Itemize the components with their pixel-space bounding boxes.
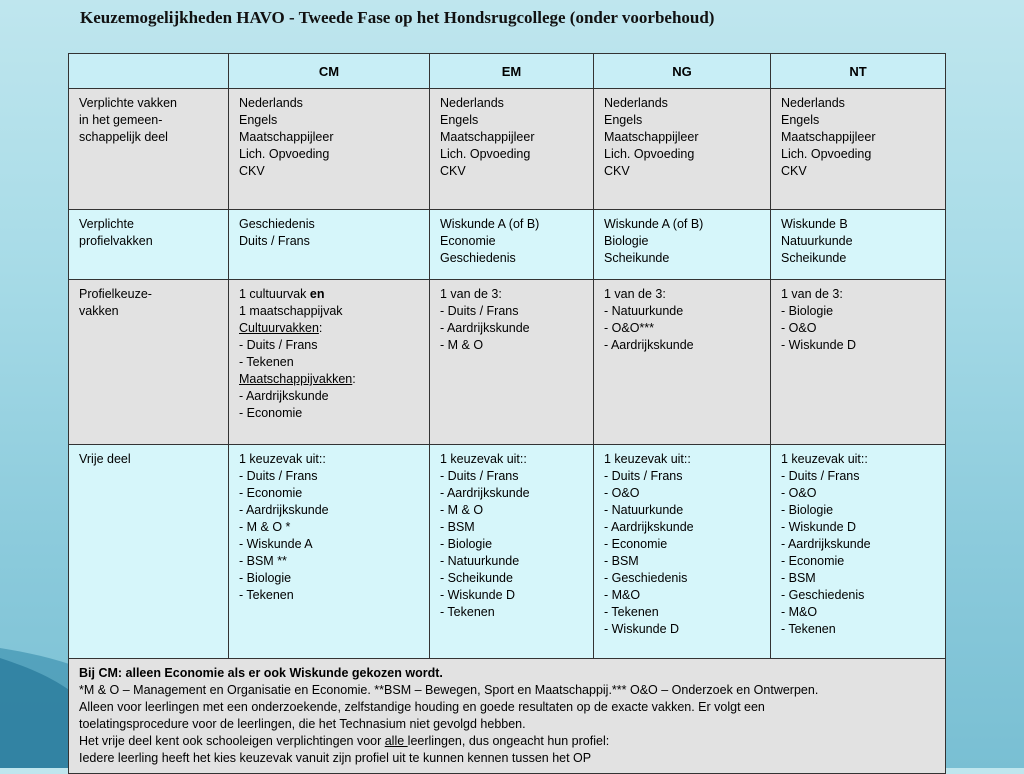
subject-line: Nederlands [440, 96, 504, 110]
subject-line: CKV [440, 164, 466, 178]
subject-line: Lich. Opvoeding [604, 147, 695, 161]
cell-cm [229, 445, 430, 659]
note-bold-line: Bij CM: alleen Economie als er ook Wiskunde gekozen wordt. [79, 666, 443, 680]
row-label-line: Verplichte vakken [79, 96, 177, 110]
subject-line: Scheikunde [781, 251, 847, 265]
subject-line: - Tekenen [239, 355, 294, 369]
notes-cell [69, 659, 946, 774]
cell-em [430, 280, 594, 445]
subject-line: - Duits / Frans [440, 469, 519, 483]
subject-line: - M&O [604, 588, 641, 602]
subject-line: CKV [781, 164, 807, 178]
cell-em [430, 210, 594, 280]
subject-line: Natuurkunde [781, 234, 853, 248]
subject-line: - Aardrijkskunde [239, 503, 329, 517]
subject-line: Maatschappijleer [440, 130, 535, 144]
row-label-line: in het gemeen- [79, 113, 163, 127]
note-underline: alle [384, 734, 408, 748]
subject-line: - Aardrijkskunde [604, 520, 694, 534]
subject-line [239, 371, 419, 388]
cell-nt [771, 210, 946, 280]
subject-line: Wiskunde A (of B) [604, 217, 704, 231]
table-row [69, 445, 946, 659]
subject-line: Lich. Opvoeding [239, 147, 330, 161]
row-label-line: Verplichte [79, 217, 134, 231]
subject-line: - M&O [781, 605, 818, 619]
subject-line: - Aardrijkskunde [239, 389, 329, 403]
subject-line: CKV [239, 164, 265, 178]
row-label-line: Vrije deel [79, 452, 131, 466]
cell-em [430, 89, 594, 210]
table-row [69, 280, 946, 445]
subject-line: - Duits / Frans [239, 338, 318, 352]
cell-em [430, 445, 594, 659]
subject-line: - Duits / Frans [604, 469, 683, 483]
cell-cm [229, 89, 430, 210]
subject-line: Maatschappijleer [781, 130, 876, 144]
subject-line: Engels [604, 113, 643, 127]
note-line: toelatingsprocedure voor de leerlingen, die het Technasium niet gevolgd hebben. [79, 717, 526, 731]
note-text: leerlingen, dus ongeacht hun profiel: [407, 734, 610, 748]
row-label-line: profielvakken [79, 234, 153, 248]
subject-line: Scheikunde [604, 251, 670, 265]
subject-line: 1 van de 3: [604, 287, 666, 301]
subject-line: - Natuurkunde [604, 304, 684, 318]
subject-line: - Tekenen [604, 605, 659, 619]
subject-line: Economie [440, 234, 496, 248]
subject-line: Maatschappijleer [604, 130, 699, 144]
row-label-line: schappelijk deel [79, 130, 168, 144]
subject-line: - Wiskunde A [239, 537, 313, 551]
cell-ng [594, 89, 771, 210]
note-line [79, 733, 935, 750]
subject-line: Lich. Opvoeding [781, 147, 872, 161]
cell-nt [771, 445, 946, 659]
header-ng: NG [594, 54, 771, 89]
subject-line: CKV [604, 164, 630, 178]
subject-line: - Duits / Frans [239, 469, 318, 483]
subject-line: Engels [239, 113, 278, 127]
subject-line: Engels [440, 113, 479, 127]
subject-line: - Aardrijkskunde [781, 537, 871, 551]
subject-line: - Wiskunde D [781, 520, 857, 534]
subject-line: Engels [781, 113, 820, 127]
subject-text: 1 cultuurvak [239, 287, 310, 301]
header-nt: NT [771, 54, 946, 89]
subject-line: - Biologie [239, 571, 292, 585]
subject-line: - Biologie [781, 503, 834, 517]
header-cm: CM [229, 54, 430, 89]
subject-line: Nederlands [239, 96, 303, 110]
subject-line: - Aardrijkskunde [440, 321, 530, 335]
underlined-heading: Cultuurvakken [239, 321, 319, 335]
subject-line: - Duits / Frans [440, 304, 519, 318]
note-line: Iedere leerling heeft het kies keuzevak vanuit zijn profiel uit te kunnen kennen tussen het OP [79, 751, 592, 765]
cell-nt [771, 280, 946, 445]
emphasis-en: en [309, 287, 325, 301]
table-header-row [69, 54, 946, 89]
header-em: EM [430, 54, 594, 89]
subject-line: - BSM [781, 571, 816, 585]
cell-ng [594, 445, 771, 659]
notes-row [69, 659, 946, 774]
subject-line: - Biologie [781, 304, 834, 318]
subject-line: - Geschiedenis [604, 571, 688, 585]
subject-line: Nederlands [604, 96, 668, 110]
subject-text: : [352, 372, 356, 386]
subject-line: 1 van de 3: [781, 287, 843, 301]
subject-line: - Tekenen [239, 588, 294, 602]
subject-line: - Geschiedenis [781, 588, 865, 602]
subject-line: - Economie [239, 406, 303, 420]
subject-line: - O&O [604, 486, 640, 500]
subject-line: Wiskunde B [781, 217, 848, 231]
cell-cm [229, 280, 430, 445]
subject-line: - Natuurkunde [604, 503, 684, 517]
note-text: Het vrije deel kent ook schooleigen verplichtingen voor [79, 734, 385, 748]
page-title: Keuzemogelijkheden HAVO - Tweede Fase op het Hondsrugcollege (onder voorbehoud) [80, 8, 715, 27]
row-label [69, 89, 229, 210]
cell-ng [594, 280, 771, 445]
row-label-line: vakken [79, 304, 119, 318]
cell-nt [771, 89, 946, 210]
subject-line: - Economie [239, 486, 303, 500]
subject-line: - BSM [440, 520, 475, 534]
underlined-heading: Maatschappijvakken [239, 372, 353, 386]
subject-choice-table [68, 53, 946, 774]
cell-ng [594, 210, 771, 280]
subject-line: - M & O [440, 338, 484, 352]
subject-line: Duits / Frans [239, 234, 310, 248]
subject-line: 1 keuzevak uit:: [239, 452, 326, 466]
subject-line: - Economie [781, 554, 845, 568]
subject-line: - Biologie [440, 537, 493, 551]
subject-text: : [318, 321, 323, 335]
subject-line: Geschiedenis [239, 217, 315, 231]
row-label [69, 280, 229, 445]
subject-line: 1 van de 3: [440, 287, 502, 301]
subject-line: - M & O [440, 503, 484, 517]
subject-line: - Tekenen [440, 605, 495, 619]
subject-line: - M & O * [239, 520, 291, 534]
note-line: Alleen voor leerlingen met een onderzoekende, zelfstandige houding en goede resultaten op de exacte vakken. Er volgt een [79, 700, 765, 714]
subject-line: - BSM [604, 554, 639, 568]
subject-line: - Wiskunde D [781, 338, 857, 352]
row-label-line: Profielkeuze- [79, 287, 152, 301]
subject-line: Geschiedenis [440, 251, 516, 265]
cell-cm [229, 210, 430, 280]
row-label [69, 210, 229, 280]
subject-line [239, 320, 419, 337]
subject-line: 1 keuzevak uit:: [781, 452, 868, 466]
subject-line: - Aardrijkskunde [440, 486, 530, 500]
subject-line: - Tekenen [781, 622, 836, 636]
subject-line: Lich. Opvoeding [440, 147, 531, 161]
subject-line: Nederlands [781, 96, 845, 110]
header-corner [69, 54, 229, 89]
subject-line: - Wiskunde D [440, 588, 516, 602]
subject-line: - Scheikunde [440, 571, 513, 585]
subject-line: Maatschappijleer [239, 130, 334, 144]
subject-line: Biologie [604, 234, 649, 248]
subject-line: 1 keuzevak uit:: [604, 452, 691, 466]
subject-line: - O&O [781, 486, 817, 500]
table-row [69, 210, 946, 280]
note-line: *M & O – Management en Organisatie en Economie. **BSM – Bewegen, Sport en Maatschappij.*** O&O – Onderzoek en Ontwerpen. [79, 683, 819, 697]
subject-line: - BSM ** [239, 554, 287, 568]
subject-line [239, 286, 419, 303]
subject-line: Wiskunde A (of B) [440, 217, 540, 231]
subject-line: - Aardrijkskunde [604, 338, 694, 352]
subject-line: - Economie [604, 537, 668, 551]
subject-line: - O&O [781, 321, 817, 335]
subject-line: - O&O*** [604, 321, 655, 335]
table-row [69, 89, 946, 210]
subject-line: - Wiskunde D [604, 622, 680, 636]
row-label [69, 445, 229, 659]
subject-line: 1 keuzevak uit:: [440, 452, 527, 466]
subject-line: 1 maatschappijvak [239, 304, 343, 318]
subject-line: - Duits / Frans [781, 469, 860, 483]
subject-line: - Natuurkunde [440, 554, 520, 568]
